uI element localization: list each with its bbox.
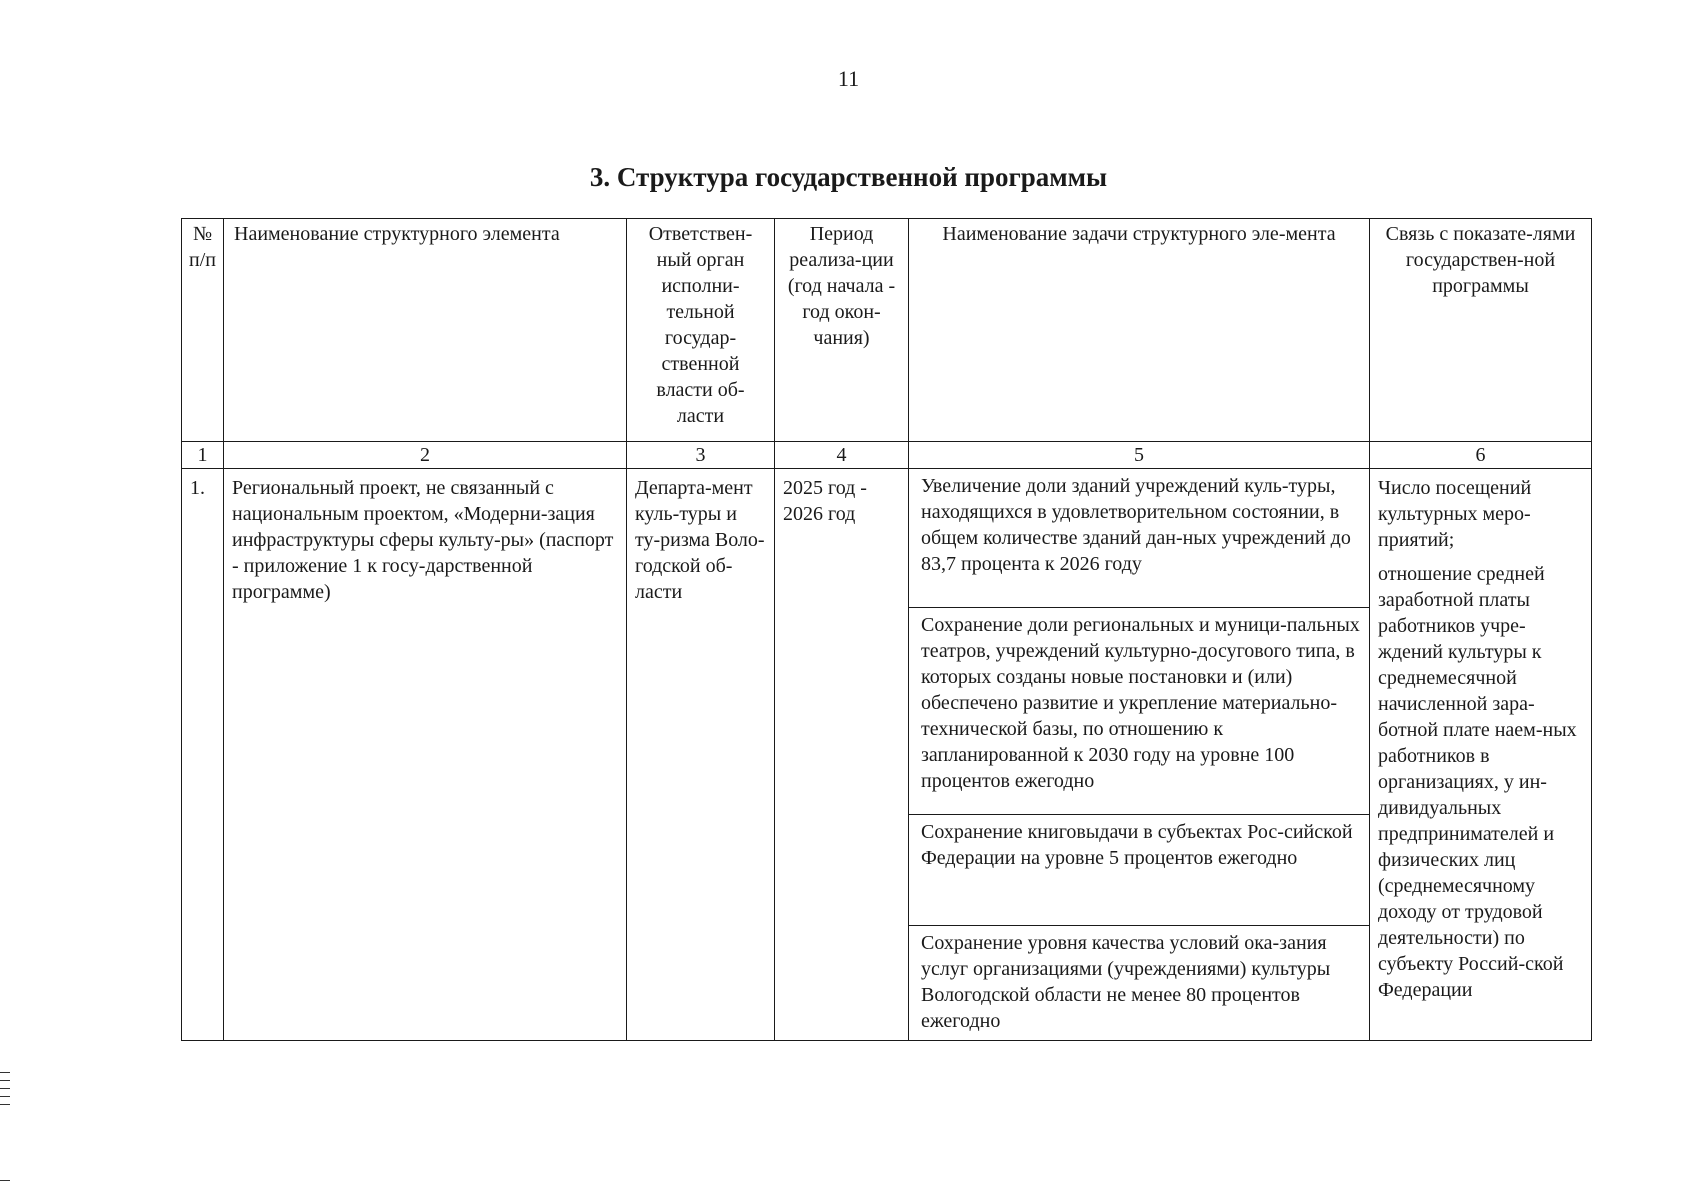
margin-mark bbox=[0, 1096, 10, 1097]
margin-mark bbox=[0, 1072, 10, 1073]
margin-mark bbox=[0, 1180, 10, 1181]
column-number: 6 bbox=[1370, 442, 1592, 469]
margin-mark bbox=[0, 1088, 10, 1089]
structural-element-name: Региональный проект, не связанный с национальным проектом, «Модерни-зация инфраструктуры сферы культу-ры» (паспорт - приложение 1 к госу-дарственной программе) bbox=[224, 469, 627, 1041]
implementation-period: 2025 год - 2026 год bbox=[775, 469, 909, 1041]
structure-table bbox=[181, 218, 1592, 1041]
section-title: 3. Структура государственной программы bbox=[589, 162, 1108, 192]
column-number: 5 bbox=[909, 442, 1370, 469]
task-item: Сохранение уровня качества условий ока-зания услуг организациями (учреждениями) культуры Вологодской области не менее 80 процентов ежегодно bbox=[921, 932, 1331, 1032]
header-num: № п/п bbox=[182, 219, 224, 442]
tasks-cell bbox=[909, 469, 1370, 1041]
task-item: Сохранение доли региональных и муници-пальных театров, учреждений культурно-досугового типа, в которых созданы новые постановки и (или) обеспечено развитие и укрепление материально-технической базы, по отношению к запланированной к 2030 году на уровне 100 процентов ежегодно bbox=[909, 608, 1369, 815]
column-number: 4 bbox=[775, 442, 909, 469]
responsible-authority: Департа-мент куль-туры и ту-ризма Воло-годской об-ласти bbox=[627, 469, 775, 1041]
header-task: Наименование задачи структурного эле-мента bbox=[909, 219, 1370, 442]
header-indicators: Связь с показате-лями государствен-ной программы bbox=[1370, 219, 1592, 442]
header-row bbox=[182, 219, 1592, 442]
column-number: 3 bbox=[627, 442, 775, 469]
page-number: 11 bbox=[837, 66, 860, 91]
margin-mark bbox=[0, 1104, 10, 1105]
indicator-item: Число посещений культурных меро-приятий; bbox=[1378, 477, 1532, 551]
task-item: Сохранение книговыдачи в субъектах Рос-сийской Федерации на уровне 5 процентов ежегодно bbox=[909, 815, 1369, 926]
header-period: Период реализа-ции (год начала - год окон-чания) bbox=[775, 219, 909, 442]
indicators-cell bbox=[1370, 469, 1592, 1041]
row-number: 1. bbox=[182, 469, 224, 1041]
header-authority: Ответствен-ный орган исполни-тельной государ-ственной власти об-ласти bbox=[627, 219, 775, 442]
margin-mark bbox=[0, 1080, 10, 1081]
column-number: 2 bbox=[224, 442, 627, 469]
column-number: 1 bbox=[182, 442, 224, 469]
column-number-row bbox=[182, 442, 1592, 469]
task-item: Увеличение доли зданий учреждений куль-туры, находящихся в удовлетворительном состоянии, в общем количестве зданий дан-ных учреждений до 83,7 процента к 2026 году bbox=[909, 469, 1369, 608]
indicator-item: отношение средней заработной платы работников учре-ждений культуры к среднемесячной начисленной зара-ботной плате наем-ных работников в организациях, у ин-дивидуальных предпринимателей и физических лиц (среднемесячному доходу от трудовой деятельности) по субъекту Россий-ской Федерации bbox=[1378, 563, 1577, 1001]
table-row bbox=[182, 469, 1592, 1041]
header-element-name: Наименование структурного элемента bbox=[224, 219, 627, 442]
